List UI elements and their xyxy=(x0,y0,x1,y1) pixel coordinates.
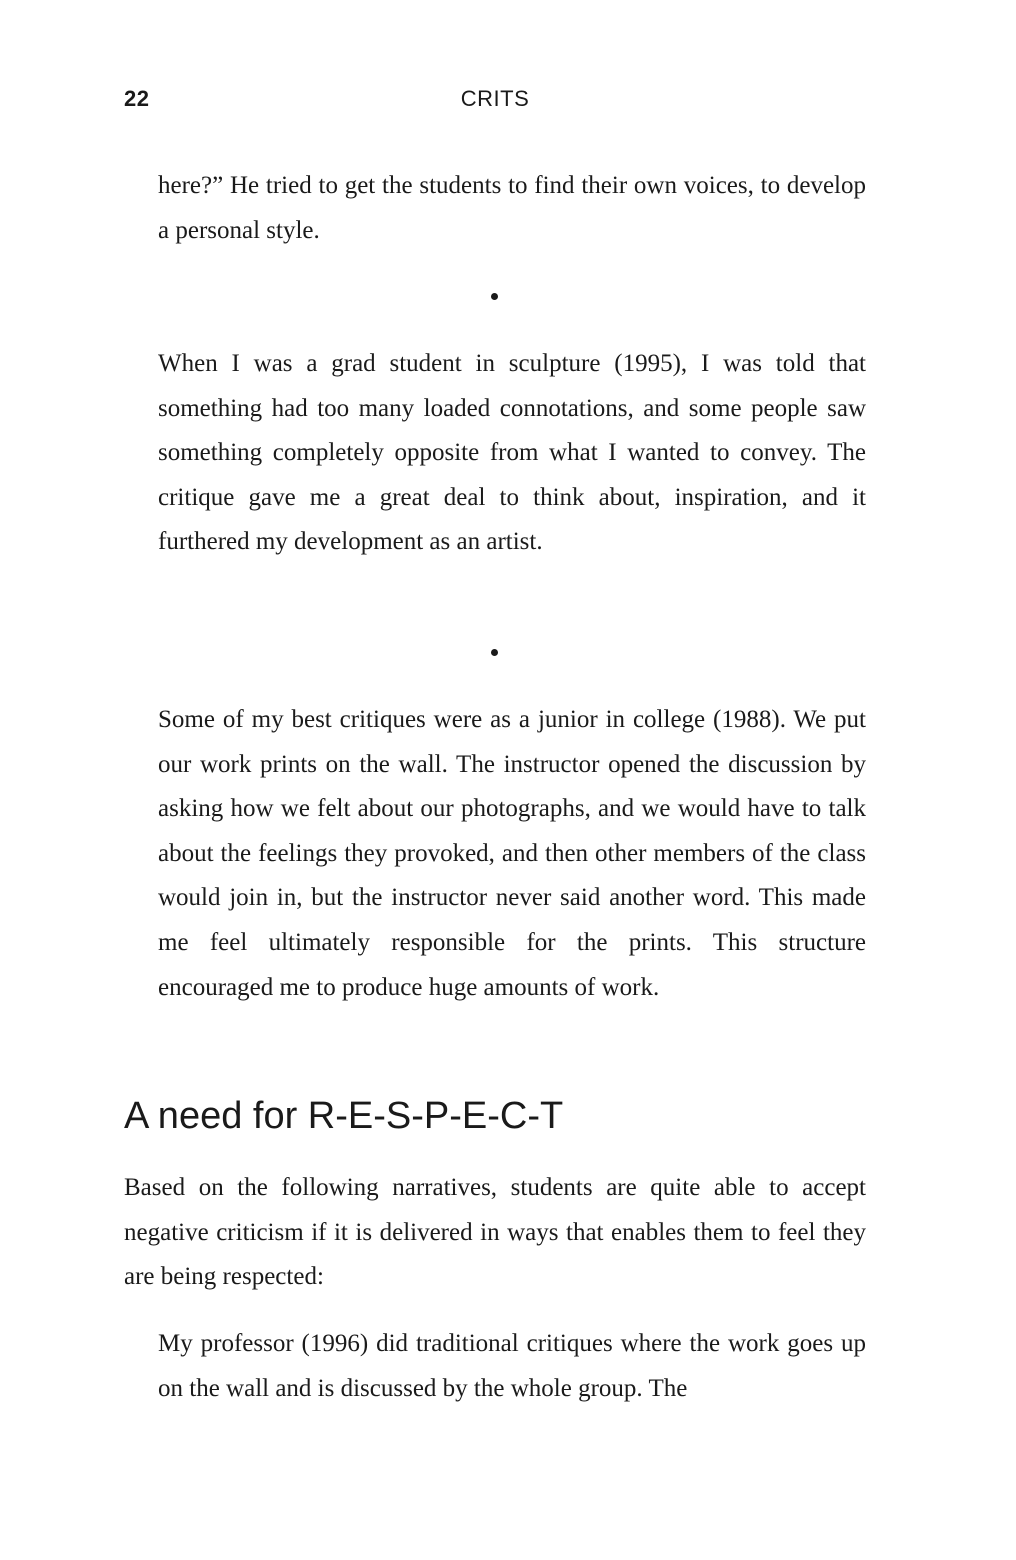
paragraph-respect-intro: Based on the following narratives, students are quite able to accept negative criticism if it is delivered in ways that enables them to feel they are being respected: xyxy=(124,1174,866,1291)
chapter-title: CRITS xyxy=(460,86,530,111)
paragraph-grad-student: When I was a grad student in sculpture (1995), I was told that something had too many loaded connotations, and some people saw something completely opposite from what I wanted to convey. The critique gave me a great deal to think about, inspiration, and it furthered my development as an artist. xyxy=(158,350,866,556)
paragraph-professor-1996: My professor (1996) did traditional critiques where the work goes up on the wall and is discussed by the whole group. The xyxy=(158,1330,866,1402)
paragraph-voices: here?” He tried to get the students to find their own voices, to develop a personal style. xyxy=(158,172,866,244)
section-separator-dot xyxy=(491,649,498,656)
section-heading: A need for R-E-S-P-E-C-T xyxy=(124,1095,564,1137)
page-number: 22 xyxy=(124,86,150,111)
paragraph-junior-college: Some of my best critiques were as a junior in college (1988). We put our work prints on the wall. The instructor opened the discussion by asking how we felt about our photographs, and we would have to talk about the feelings they provoked, and then other members of the class would join in, but the instructor never said another word. This made me feel ultimately responsible for the prints. This structure encouraged me to produce huge amounts of work. xyxy=(158,706,866,1001)
running-head xyxy=(124,86,866,120)
section-separator-dot xyxy=(491,293,498,300)
